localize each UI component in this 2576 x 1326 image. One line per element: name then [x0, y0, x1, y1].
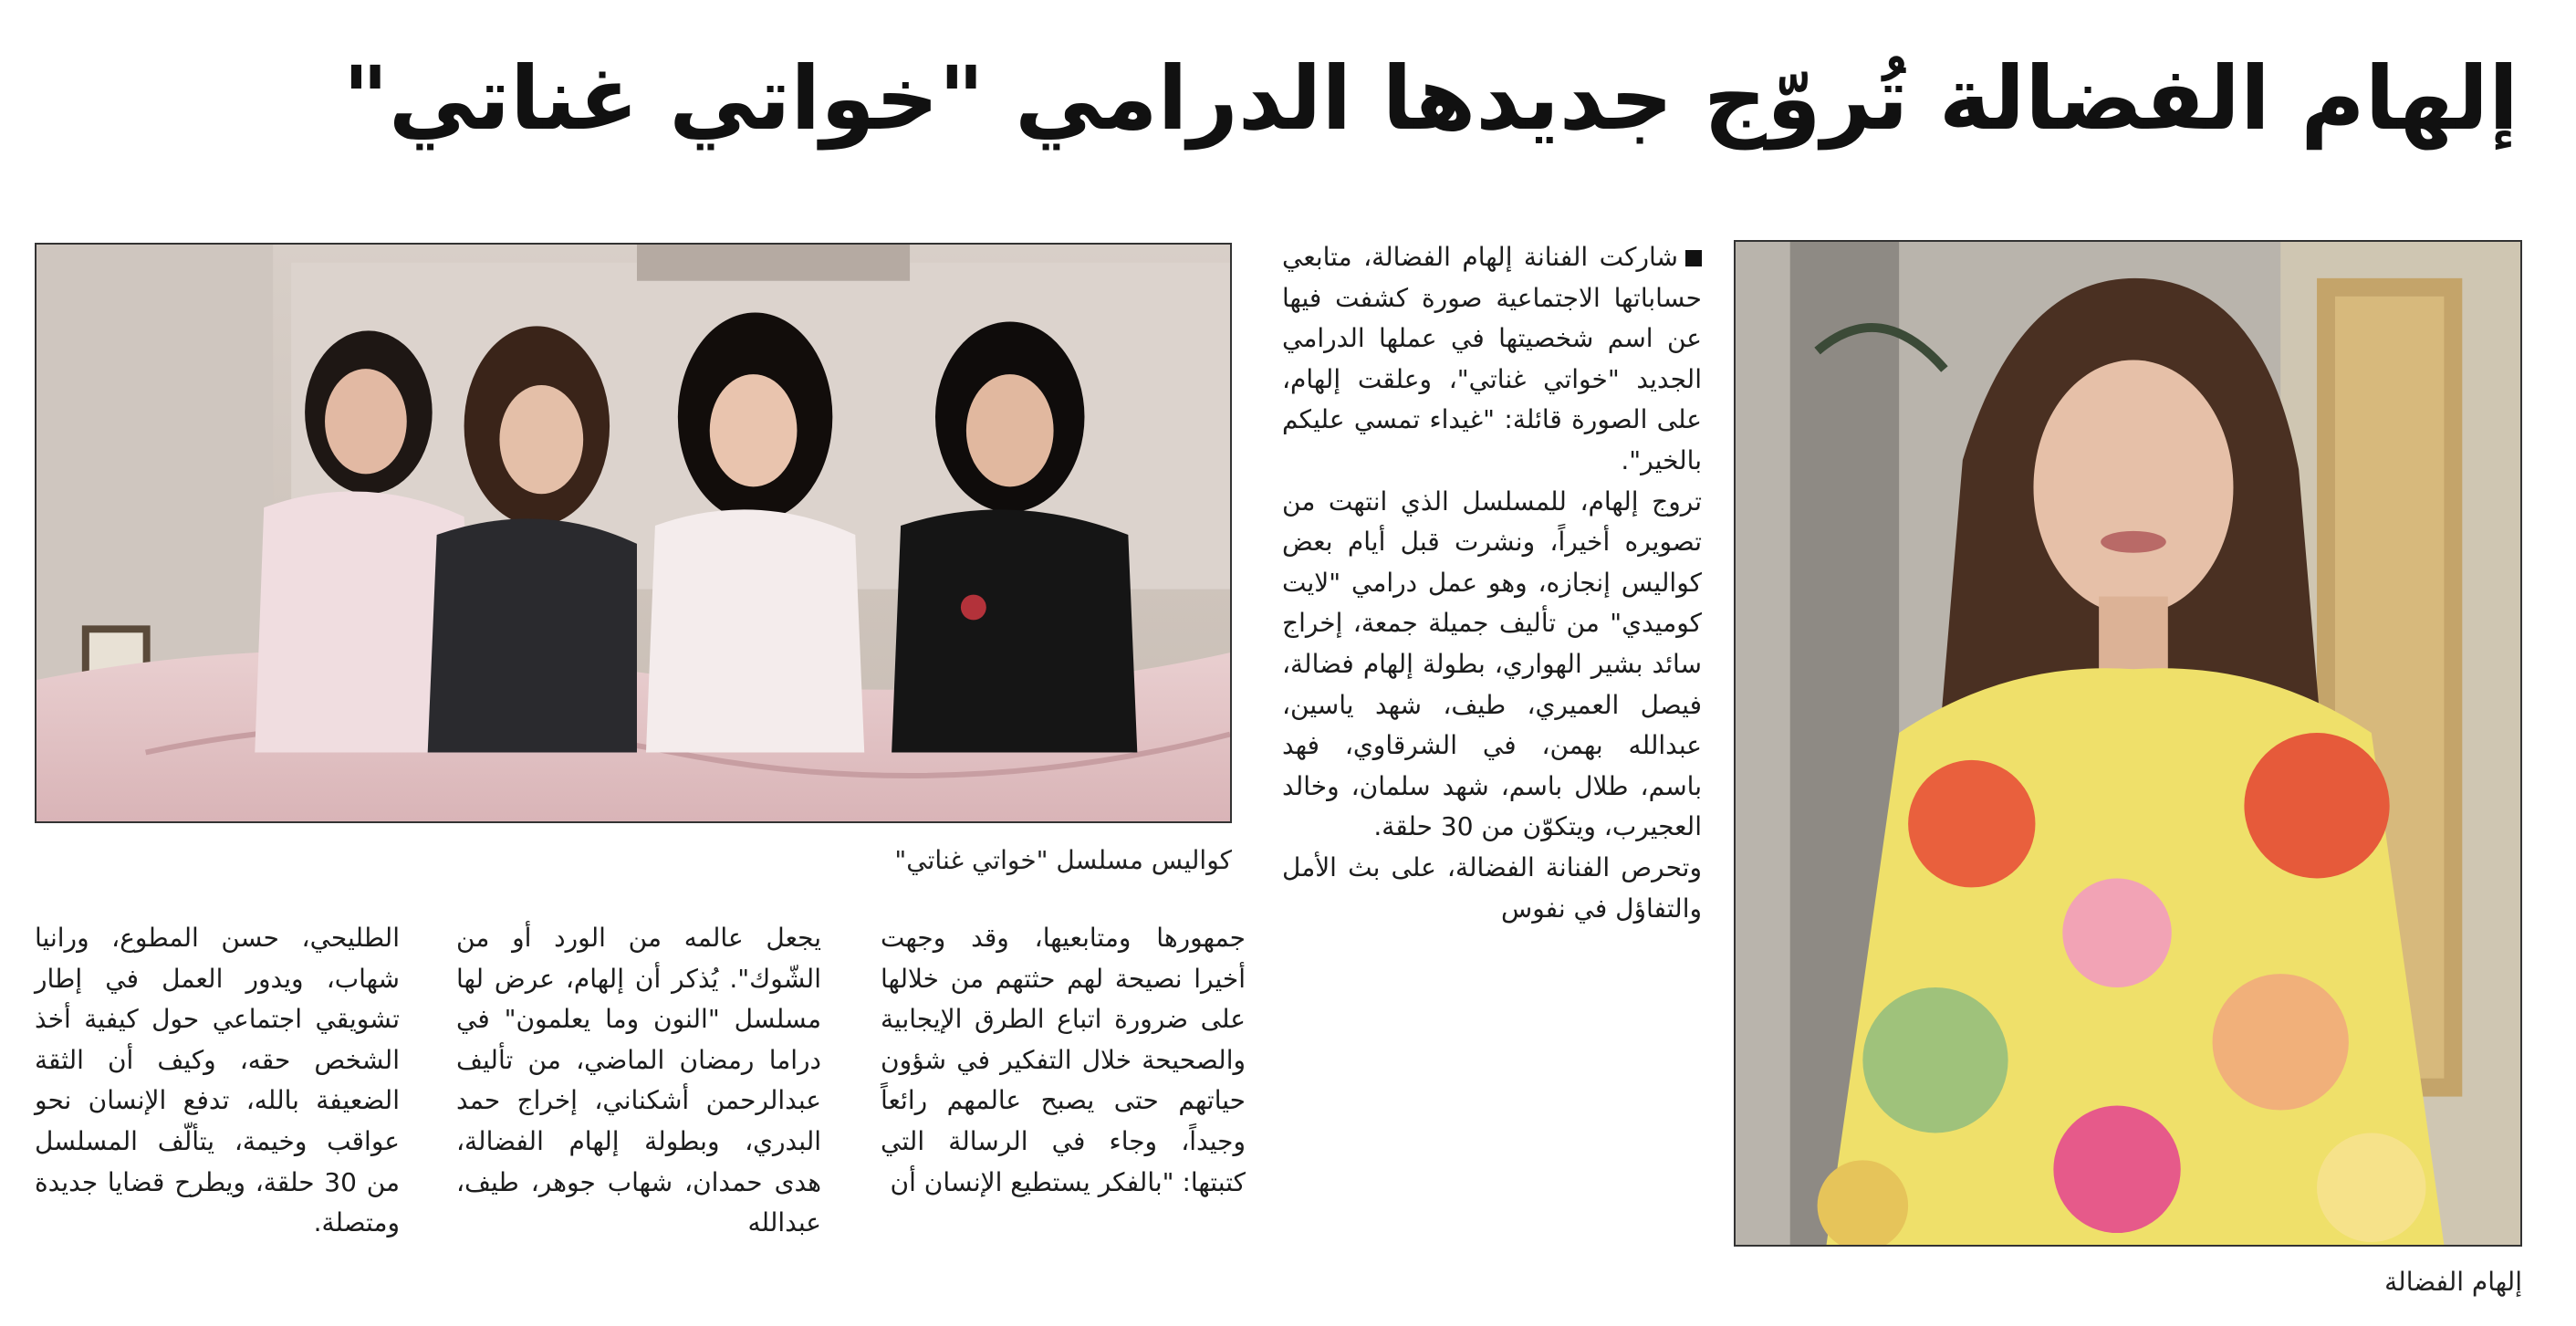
portrait-photo — [1734, 240, 2522, 1247]
article-paragraph-text: شاركت الفنانة إلهام الفضالة، متابعي حساباتها الاجتماعية صورة كشفت فيها عن اسم شخصيتها في عملها الدرامي الجديد "خواتي غناتي"، وعلقت إلهام، على الصورة قائلة: "غيداء تمسي عليكم بالخير". — [1282, 242, 1702, 475]
group-photo-illustration — [37, 245, 1230, 821]
article-paragraph: الطليحي، حسن المطوع، ورانيا شهاب، ويدور العمل في إطار تشويقي اجتماعي حول كيفية أخذ الشخص حقه، وكيف أن الثقة الضعيفة بالله، تدفع الإنسان نحو عواقب وخيمة، يتألّف المسلسل من 30 حلقة، ويطرح قضايا جديدة ومتصلة. — [35, 923, 401, 1238]
group-photo — [35, 243, 1232, 823]
group-photo-caption: كواليس مسلسل "خواتي غناتي" — [894, 845, 1232, 875]
article-column-main — [1282, 237, 1702, 929]
portrait-photo-illustration — [1736, 242, 2520, 1245]
article-paragraph: يجعل عالمه من الورد أو من الشّوك". يُذكر أن إلهام، عرض لها مسلسل "النون وما يعلمون" في دراما رمضان الماضي، من تأليف عبدالرحمن أشكناني، إخراج حمد البدري، وبطولة إلهام الفضالة، هدى حمدان، شهاب جوهر، طيف، عبدالله — [456, 923, 821, 1238]
portrait-photo-caption: إلهام الفضالة — [2384, 1267, 2522, 1297]
article-paragraph — [1282, 237, 1702, 482]
article-paragraph: وتحرص الفنانة الفضالة، على بث الأمل والتفاؤل في نفوس — [1282, 851, 1702, 924]
article-column-3 — [456, 918, 821, 1244]
article-column-2 — [881, 918, 1246, 1203]
article-paragraph: جمهورها ومتابعيها، وقد وجهت أخيرا نصيحة لهم حثتهم من خلالها على ضرورة اتباع الطرق الإيجابية والصحيحة خلال التفكير في شؤون حياتهم حتى يصبح عالمهم رائعاً وجيداً، وجاء في الرسالة التي كتبتها: "بالفكر يستطيع الإنسان أن — [881, 923, 1246, 1197]
article-paragraph: تروج إلهام، للمسلسل الذي انتهت من تصويره أخيراً، ونشرت قبل أيام بعض كواليس إنجازه، وهو عمل درامي "لايت كوميدي" من تأليف جميلة جمعة، إخراج سائد بشير الهواري، بطولة إلهام فضالة، فيصل العميري، طيف، شهد ياسين، عبدالله بهمن، في الشرقاوي، فهد باسم، طلال باسم، شهد سلمان، وخالد العجيرب، ويتكوّن من 30 حلقة. — [1282, 486, 1702, 842]
article-column-4 — [35, 918, 400, 1244]
bullet-icon — [1685, 250, 1702, 266]
headline: إلهام الفضالة تُروّج جديدها الدرامي "خواتي غناتي" — [342, 47, 2519, 150]
